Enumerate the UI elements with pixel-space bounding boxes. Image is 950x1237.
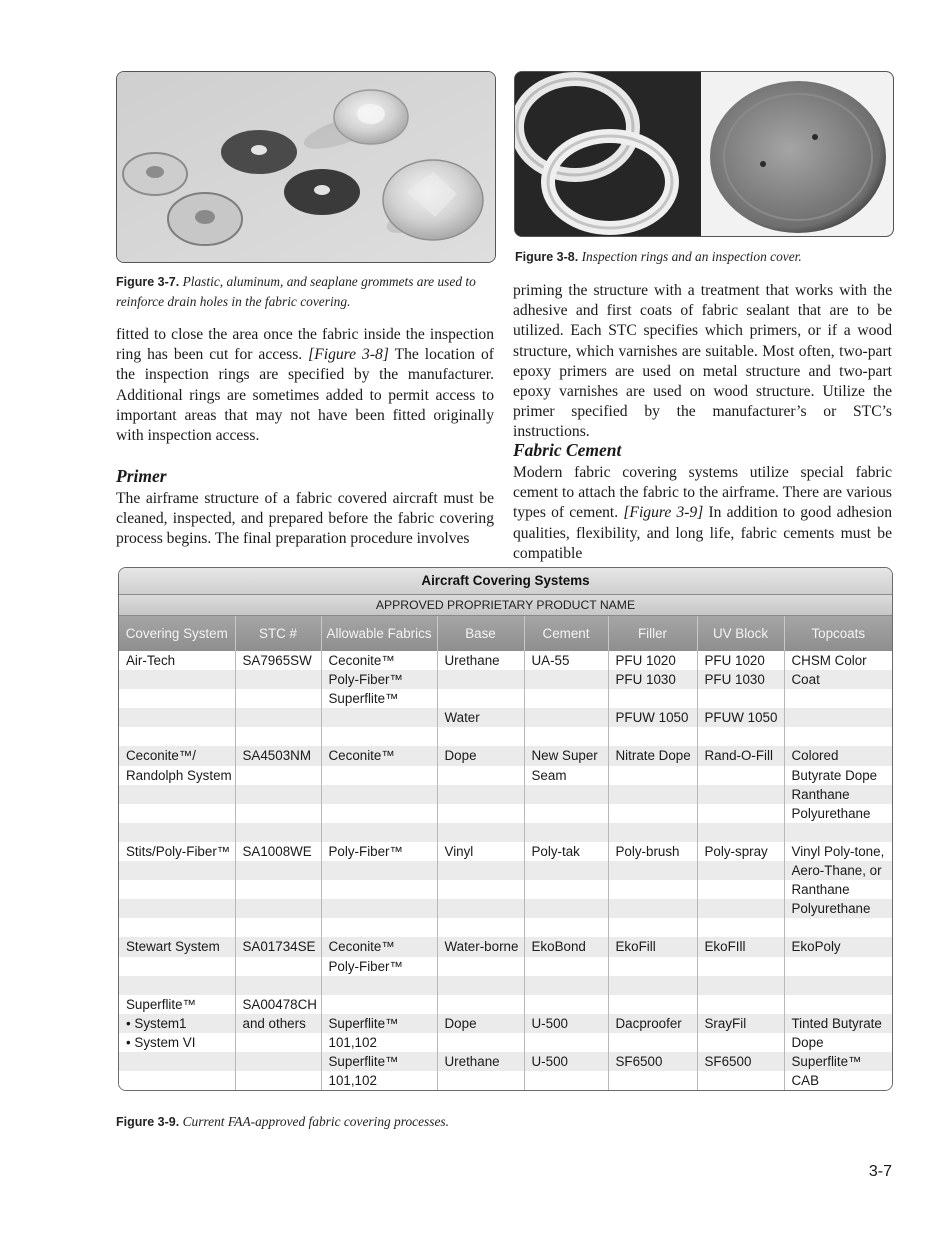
table-cell xyxy=(235,689,321,708)
table-cell: Butyrate Dope xyxy=(784,766,892,785)
table-cell xyxy=(235,766,321,785)
table-cell xyxy=(608,1071,697,1090)
table-cell xyxy=(119,880,235,899)
table-cell: EkoPoly xyxy=(784,937,892,956)
table-cell: Polyurethane xyxy=(784,899,892,918)
table-cell xyxy=(608,918,697,937)
table-cell: SA01734SE xyxy=(235,937,321,956)
table-cell xyxy=(697,785,784,804)
table-cell xyxy=(235,918,321,937)
table-row xyxy=(119,689,892,708)
table-cell xyxy=(524,727,608,746)
table-cell xyxy=(697,823,784,842)
left-paragraph-inspection xyxy=(116,325,494,446)
table-row xyxy=(119,937,892,956)
table-cell: EkoBond xyxy=(524,937,608,956)
table-cell xyxy=(119,1071,235,1090)
table-cell xyxy=(524,1033,608,1052)
table-cell xyxy=(119,976,235,995)
table-cell xyxy=(235,804,321,823)
table-cell xyxy=(608,804,697,823)
column-header: Filler xyxy=(608,616,697,651)
table-cell: Nitrate Dope xyxy=(608,746,697,765)
figure-3-8-caption xyxy=(515,247,895,267)
table-cell xyxy=(235,823,321,842)
heading-primer: Primer xyxy=(116,466,167,486)
table-cell: Dope xyxy=(437,1014,524,1033)
table-grid xyxy=(119,616,892,1090)
table-cell xyxy=(119,785,235,804)
table-cell xyxy=(235,880,321,899)
table-cell xyxy=(235,1052,321,1071)
table-cell xyxy=(608,727,697,746)
table-cell xyxy=(524,957,608,976)
column-header: Topcoats xyxy=(784,616,892,651)
table-row xyxy=(119,804,892,823)
table-cell: Tinted Butyrate xyxy=(784,1014,892,1033)
table-cell xyxy=(321,823,437,842)
column-header: Covering System xyxy=(119,616,235,651)
table-cell: 101,102 xyxy=(321,1071,437,1090)
table-cell xyxy=(321,995,437,1014)
table-cell xyxy=(697,957,784,976)
table-cell: Ceconite™ xyxy=(321,937,437,956)
table-cell xyxy=(437,957,524,976)
table-cell xyxy=(437,1033,524,1052)
table-cell: Urethane xyxy=(437,1052,524,1071)
table-cell xyxy=(235,727,321,746)
right-paragraph-cement xyxy=(513,463,892,564)
table-cell: Dope xyxy=(437,746,524,765)
table-cell xyxy=(524,785,608,804)
table-cell xyxy=(437,918,524,937)
table-cell xyxy=(437,804,524,823)
table-cell: Superflite™ xyxy=(321,1052,437,1071)
table-cell xyxy=(119,823,235,842)
table-cell xyxy=(608,880,697,899)
table-cell xyxy=(437,785,524,804)
table-cell: Urethane xyxy=(437,651,524,670)
table-cell xyxy=(437,976,524,995)
table-cell xyxy=(608,976,697,995)
table-cell xyxy=(524,1071,608,1090)
table-cell xyxy=(437,689,524,708)
table-cell: SA4503NM xyxy=(235,746,321,765)
table-cell: PFU 1020 xyxy=(697,651,784,670)
figure-reference: [Figure 3-8] xyxy=(308,346,389,364)
left-paragraph-primer: The airframe structure of a fabric covered aircraft must be cleaned, inspected, and prepared before the fabric covering process begins. The final preparation procedure involves xyxy=(116,490,494,548)
table-cell: Seam xyxy=(524,766,608,785)
table-cell: Rand-O-Fill xyxy=(697,746,784,765)
table-cell: Ceconite™ xyxy=(321,651,437,670)
table-cell: Superflite™ xyxy=(321,689,437,708)
table-cell xyxy=(524,804,608,823)
table-row xyxy=(119,785,892,804)
table-cell xyxy=(784,976,892,995)
table-cell: PFU 1030 xyxy=(608,670,697,689)
table-cell: Ranthane xyxy=(784,785,892,804)
table-cell: Poly-tak xyxy=(524,842,608,861)
table-cell: Stits/Poly-Fiber™ xyxy=(119,842,235,861)
table-cell: Dope xyxy=(784,1033,892,1052)
figure-3-8-photo xyxy=(514,71,894,237)
table-cell: Ceconite™ xyxy=(321,746,437,765)
table-cell xyxy=(119,918,235,937)
table-cell: CAB xyxy=(784,1071,892,1090)
table-cell xyxy=(524,670,608,689)
table-cell xyxy=(608,995,697,1014)
table-cell: PFU 1030 xyxy=(697,670,784,689)
table-cell: • System1 xyxy=(119,1014,235,1033)
table-cell xyxy=(608,899,697,918)
figure-reference: [Figure 3-9] xyxy=(623,504,704,522)
table-cell xyxy=(784,727,892,746)
covering-systems-table xyxy=(118,567,893,1091)
table-cell xyxy=(784,689,892,708)
table-cell: Vinyl xyxy=(437,842,524,861)
table-cell xyxy=(524,708,608,727)
table-row xyxy=(119,957,892,976)
table-cell xyxy=(697,918,784,937)
table-title: Aircraft Covering Systems xyxy=(119,568,892,595)
column-header: Cement xyxy=(524,616,608,651)
table-cell: Poly-brush xyxy=(608,842,697,861)
table-cell xyxy=(321,918,437,937)
table-cell xyxy=(119,727,235,746)
table-row xyxy=(119,995,892,1014)
table-row xyxy=(119,823,892,842)
figure-label: Figure 3-9. xyxy=(116,1115,180,1129)
table-cell xyxy=(119,804,235,823)
table-cell: Colored xyxy=(784,746,892,765)
table-cell: Ranthane xyxy=(784,880,892,899)
table-cell xyxy=(697,861,784,880)
table-row xyxy=(119,918,892,937)
table-cell xyxy=(608,1033,697,1052)
table-cell xyxy=(524,823,608,842)
table-row xyxy=(119,1071,892,1090)
table-row xyxy=(119,1014,892,1033)
table-cell xyxy=(437,727,524,746)
text-run: fitted to close the area once the fabric inside the inspection ring has been cut for access. xyxy=(116,326,494,364)
table-cell xyxy=(321,861,437,880)
table-cell: Stewart System xyxy=(119,937,235,956)
table-row xyxy=(119,976,892,995)
figure-3-9-caption xyxy=(116,1112,716,1132)
table-cell: SF6500 xyxy=(697,1052,784,1071)
table-cell: EkoFill xyxy=(608,937,697,956)
table-cell: SF6500 xyxy=(608,1052,697,1071)
table-cell xyxy=(608,689,697,708)
table-cell xyxy=(784,918,892,937)
table-cell: Poly-Fiber™ xyxy=(321,957,437,976)
table-cell: and others xyxy=(235,1014,321,1033)
table-row xyxy=(119,1033,892,1052)
table-cell xyxy=(235,1071,321,1090)
table-cell: PFUW 1050 xyxy=(697,708,784,727)
table-cell: PFUW 1050 xyxy=(608,708,697,727)
figure-label: Figure 3-8. xyxy=(515,250,579,264)
table-cell xyxy=(119,689,235,708)
table-cell: Superflite™ xyxy=(119,995,235,1014)
table-cell: Aero-Thane, or xyxy=(784,861,892,880)
table-cell: Ceconite™/ xyxy=(119,746,235,765)
table-cell: 101,102 xyxy=(321,1033,437,1052)
right-paragraph-priming: priming the structure with a treatment that works with the adhesive and first coats of fabric sealant that are to be utilized. Each STC specifies which primers, or if a wood structure, which varnishes are suitable. Most often, two-part epoxy primers are used on metal structure and two-part epoxy varnishes are used on wood structure. Utilize the primer specified by the manufacturer’s or STC’s instructions. xyxy=(513,282,892,441)
table-cell xyxy=(321,766,437,785)
table-cell xyxy=(697,995,784,1014)
table-cell xyxy=(437,995,524,1014)
table-cell: U-500 xyxy=(524,1052,608,1071)
table-cell xyxy=(321,880,437,899)
table-cell xyxy=(437,823,524,842)
table-cell xyxy=(697,880,784,899)
table-cell: Vinyl Poly-tone, xyxy=(784,842,892,861)
table-cell xyxy=(608,957,697,976)
table-row xyxy=(119,899,892,918)
table-cell: Poly-Fiber™ xyxy=(321,842,437,861)
table-cell: SrayFil xyxy=(697,1014,784,1033)
table-cell: Water xyxy=(437,708,524,727)
table-cell: Coat xyxy=(784,670,892,689)
table-cell: SA00478CH xyxy=(235,995,321,1014)
table-cell xyxy=(524,689,608,708)
table-cell xyxy=(524,861,608,880)
table-cell xyxy=(437,880,524,899)
table-cell: U-500 xyxy=(524,1014,608,1033)
table-cell xyxy=(119,1052,235,1071)
table-cell xyxy=(321,727,437,746)
table-cell: PFU 1020 xyxy=(608,651,697,670)
table-cell xyxy=(321,785,437,804)
table-cell: Poly-Fiber™ xyxy=(321,670,437,689)
table-cell: EkoFIll xyxy=(697,937,784,956)
table-cell xyxy=(235,670,321,689)
table-cell xyxy=(437,670,524,689)
table-cell xyxy=(321,708,437,727)
table-cell: Poly-spray xyxy=(697,842,784,861)
table-cell xyxy=(784,957,892,976)
table-cell: CHSM Color xyxy=(784,651,892,670)
table-row xyxy=(119,746,892,765)
table-cell xyxy=(235,785,321,804)
table-row xyxy=(119,727,892,746)
table-cell xyxy=(119,957,235,976)
caption-text: Inspection rings and an inspection cover. xyxy=(581,249,802,264)
table-cell xyxy=(235,861,321,880)
table-cell xyxy=(524,880,608,899)
table-cell xyxy=(119,708,235,727)
table-row xyxy=(119,880,892,899)
figure-3-7-caption xyxy=(116,272,496,312)
table-cell xyxy=(697,689,784,708)
table-cell xyxy=(524,995,608,1014)
column-header: UV Block xyxy=(697,616,784,651)
figure-label: Figure 3-7. xyxy=(116,275,180,289)
table-cell xyxy=(235,976,321,995)
table-cell xyxy=(437,861,524,880)
table-cell xyxy=(608,766,697,785)
table-cell: Polyurethane xyxy=(784,804,892,823)
table-cell xyxy=(697,1071,784,1090)
table-cell xyxy=(697,727,784,746)
table-cell: Dacproofer xyxy=(608,1014,697,1033)
table-subtitle: APPROVED PROPRIETARY PRODUCT NAME xyxy=(119,595,892,616)
table-cell: UA-55 xyxy=(524,651,608,670)
table-cell: • System VI xyxy=(119,1033,235,1052)
table-cell xyxy=(784,708,892,727)
table-cell xyxy=(437,766,524,785)
table-cell xyxy=(697,1033,784,1052)
table-cell xyxy=(321,804,437,823)
column-header: Allowable Fabrics xyxy=(321,616,437,651)
table-row xyxy=(119,651,892,670)
table-cell xyxy=(608,823,697,842)
table-cell xyxy=(697,899,784,918)
table-cell xyxy=(697,804,784,823)
table-cell: Superflite™ xyxy=(784,1052,892,1071)
table-cell xyxy=(524,976,608,995)
table-cell xyxy=(119,670,235,689)
table-row xyxy=(119,670,892,689)
table-cell xyxy=(437,1071,524,1090)
table-cell: Superflite™ xyxy=(321,1014,437,1033)
table-cell xyxy=(784,823,892,842)
table-header-row xyxy=(119,616,892,651)
table-cell xyxy=(608,785,697,804)
table-cell: Randolph System xyxy=(119,766,235,785)
table-cell xyxy=(235,899,321,918)
table-cell xyxy=(697,976,784,995)
table-cell: New Super xyxy=(524,746,608,765)
table-cell xyxy=(524,918,608,937)
page-number: 3-7 xyxy=(868,1163,892,1180)
table-cell xyxy=(235,708,321,727)
column-header: STC # xyxy=(235,616,321,651)
table-cell xyxy=(524,899,608,918)
table-cell: Water-borne xyxy=(437,937,524,956)
table-cell xyxy=(119,861,235,880)
text-run: Modern fabric covering systems utilize special fabric cement to attach the fabric to the airframe. There are various types of cement. xyxy=(513,464,892,522)
table-row xyxy=(119,861,892,880)
table-cell xyxy=(321,976,437,995)
table-cell xyxy=(235,957,321,976)
table-cell xyxy=(608,861,697,880)
column-header: Base xyxy=(437,616,524,651)
caption-text: Current FAA-approved fabric covering processes. xyxy=(182,1114,449,1129)
table-cell xyxy=(784,995,892,1014)
table-row xyxy=(119,766,892,785)
text-run: The location of the inspection rings are specified by the manufacturer. Additional rings are sometimes added to permit access to important areas that may not have been fitted originally with inspection access. xyxy=(116,346,495,445)
table-row xyxy=(119,842,892,861)
table-cell xyxy=(437,899,524,918)
table-cell xyxy=(697,766,784,785)
table-row xyxy=(119,708,892,727)
table-cell: SA1008WE xyxy=(235,842,321,861)
table-cell: SA7965SW xyxy=(235,651,321,670)
caption-text: Plastic, aluminum, and seaplane grommets are used to reinforce drain holes in the fabric covering. xyxy=(116,274,476,309)
table-cell xyxy=(321,899,437,918)
table-cell: Air-Tech xyxy=(119,651,235,670)
table-cell xyxy=(235,1033,321,1052)
table-row xyxy=(119,1052,892,1071)
figure-3-7-photo xyxy=(116,71,496,263)
heading-fabric-cement: Fabric Cement xyxy=(513,440,622,460)
table-cell xyxy=(119,899,235,918)
text-run: In addition to good adhesion qualities, flexibility, and long life, fabric cements must be compatible xyxy=(513,504,893,562)
